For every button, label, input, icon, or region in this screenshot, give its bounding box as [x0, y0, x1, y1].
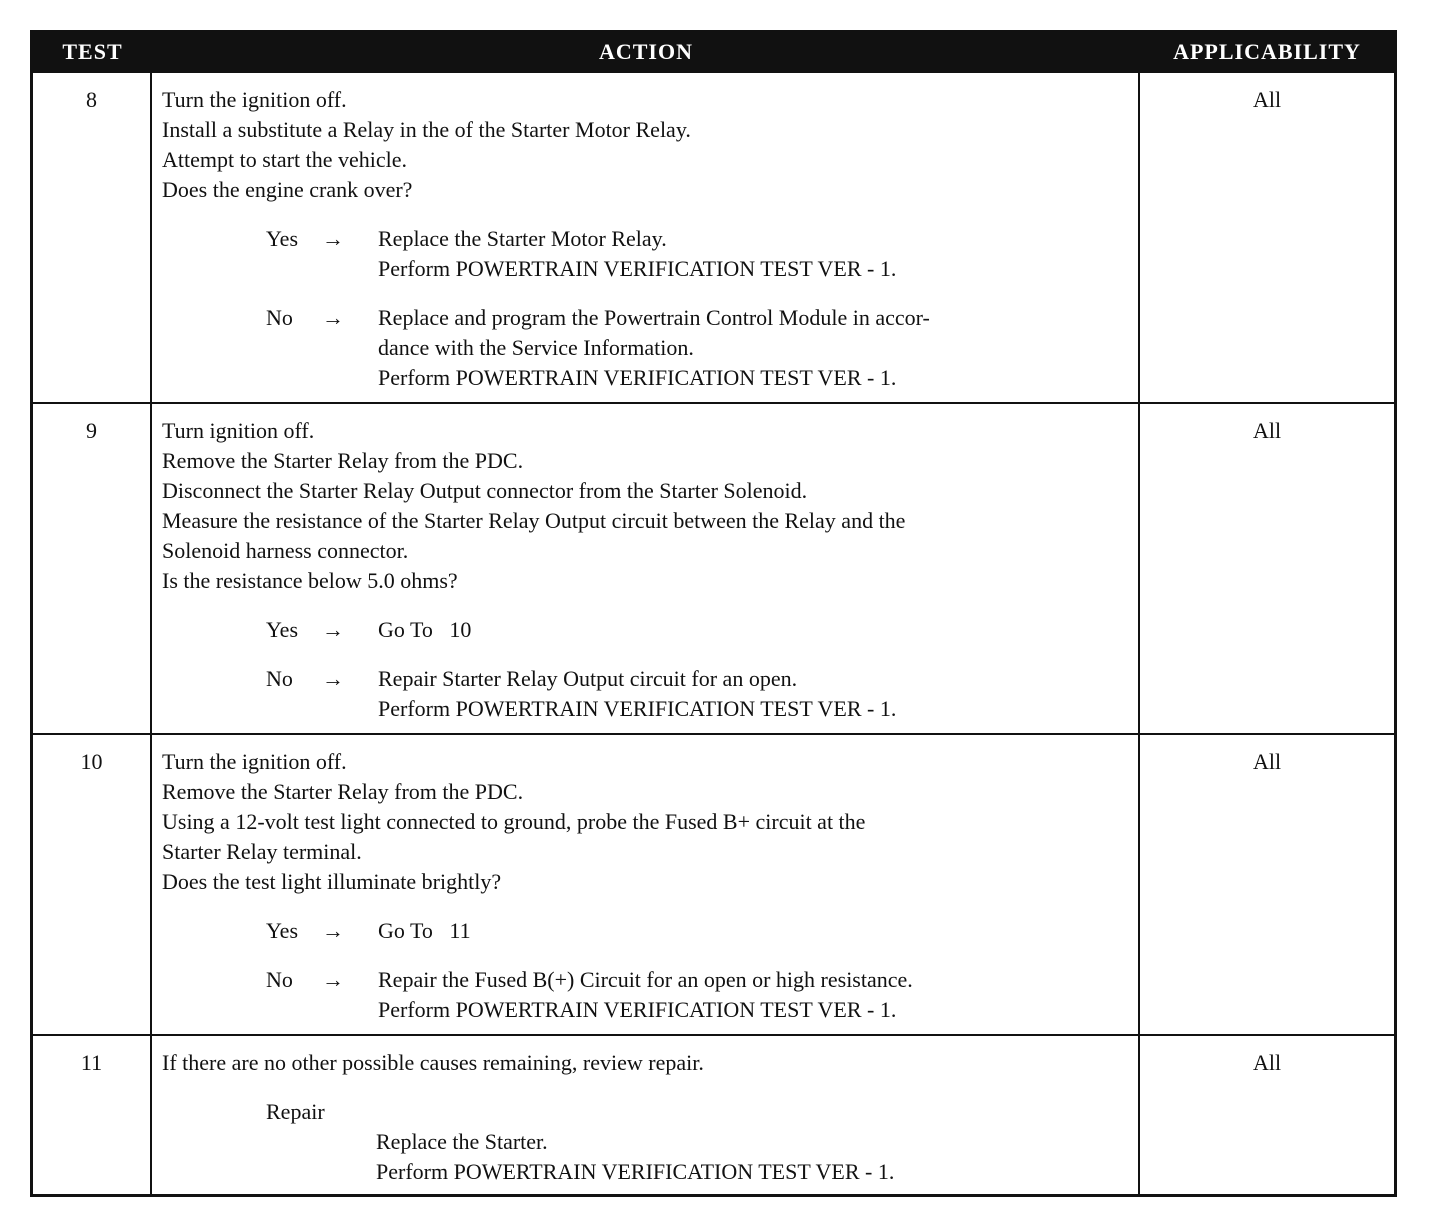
step-line: Attempt to start the vehicle.: [162, 147, 407, 172]
right-arrow-icon: →: [322, 305, 344, 330]
repair-label: Repair: [266, 1099, 325, 1124]
yes-label: Yes: [266, 226, 299, 251]
no-result: [378, 965, 1132, 1025]
no-outcome: [162, 965, 1132, 1025]
table-header: [33, 33, 1394, 71]
applicability-cell: All: [1252, 418, 1282, 443]
right-arrow-icon: →: [322, 918, 344, 943]
step-line: Turn the ignition off.: [162, 749, 347, 774]
step-line: Measure the resistance of the Starter Relay Output circuit between the Relay and the: [162, 508, 906, 533]
header-action: ACTION: [598, 39, 693, 64]
repair-result: [376, 1127, 1132, 1187]
no-outcome: [162, 664, 1132, 724]
yes-result: [378, 224, 1132, 284]
result-line: Go To 10: [378, 617, 472, 642]
action-cell: [152, 735, 1140, 1034]
result-line: Go To 11: [378, 918, 471, 943]
action-cell: [152, 1036, 1140, 1194]
test-number: 9: [33, 404, 152, 733]
right-arrow-icon: →: [322, 617, 344, 642]
action-cell: [152, 73, 1140, 402]
yes-label: Yes: [266, 918, 299, 943]
test-number: 10: [33, 735, 152, 1034]
no-label: No: [266, 305, 293, 330]
header-applicability: APPLICABILITY: [1173, 39, 1361, 64]
result-line: Replace and program the Powertrain Control Module in accor-: [378, 305, 930, 330]
step-line: Does the test light illuminate brightly?: [162, 869, 502, 894]
no-label: No: [266, 967, 293, 992]
no-result: [378, 664, 1132, 724]
diagnostic-test-table: [30, 30, 1397, 1197]
result-line: Repair the Fused B(+) Circuit for an open or high resistance.: [378, 967, 913, 992]
applicability-cell: All: [1252, 87, 1282, 112]
table-row-test-9: [33, 402, 1394, 733]
table-row-test-8: [33, 71, 1394, 402]
yes-outcome: [162, 224, 1132, 284]
step-line: Solenoid harness connector.: [162, 538, 409, 563]
applicability-cell: All: [1252, 749, 1282, 774]
result-line: Repair Starter Relay Output circuit for an open.: [378, 666, 798, 691]
step-line: Install a substitute a Relay in the of the Starter Motor Relay.: [162, 117, 691, 142]
test-number: 11: [33, 1036, 152, 1194]
step-line: Starter Relay terminal.: [162, 839, 362, 864]
step-line: Disconnect the Starter Relay Output connector from the Starter Solenoid.: [162, 478, 808, 503]
step-line: Turn ignition off.: [162, 418, 315, 443]
yes-label: Yes: [266, 617, 299, 642]
step-line: Is the resistance below 5.0 ohms?: [162, 568, 458, 593]
step-line: Turn the ignition off.: [162, 87, 347, 112]
step-line: Using a 12-volt test light connected to ground, probe the Fused B+ circuit at the: [162, 809, 866, 834]
step-line: Remove the Starter Relay from the PDC.: [162, 779, 524, 804]
no-label: No: [266, 666, 293, 691]
step-line: Remove the Starter Relay from the PDC.: [162, 448, 524, 473]
step-line: If there are no other possible causes remaining, review repair.: [162, 1050, 704, 1075]
yes-result: [378, 615, 1132, 645]
no-result: [378, 303, 1132, 393]
header-test: TEST: [62, 39, 123, 64]
table-row-test-10: [33, 733, 1394, 1034]
yes-outcome: [162, 615, 1132, 645]
result-line: Replace the Starter.: [376, 1129, 548, 1154]
result-line: Replace the Starter Motor Relay.: [378, 226, 667, 251]
yes-result: [378, 916, 1132, 946]
result-line: Perform POWERTRAIN VERIFICATION TEST VER - 1.: [378, 256, 897, 281]
yes-outcome: [162, 916, 1132, 946]
action-cell: [152, 404, 1140, 733]
result-line: dance with the Service Information.: [378, 335, 694, 360]
result-line: Perform POWERTRAIN VERIFICATION TEST VER - 1.: [376, 1159, 895, 1184]
result-line: Perform POWERTRAIN VERIFICATION TEST VER - 1.: [378, 365, 897, 390]
applicability-cell: All: [1252, 1050, 1282, 1075]
table-row-test-11: [33, 1034, 1394, 1194]
no-outcome: [162, 303, 1132, 393]
test-number: 8: [33, 73, 152, 402]
right-arrow-icon: →: [322, 226, 344, 251]
right-arrow-icon: →: [322, 666, 344, 691]
result-line: Perform POWERTRAIN VERIFICATION TEST VER - 1.: [378, 997, 897, 1022]
right-arrow-icon: →: [322, 967, 344, 992]
result-line: Perform POWERTRAIN VERIFICATION TEST VER - 1.: [378, 696, 897, 721]
step-line: Does the engine crank over?: [162, 177, 413, 202]
